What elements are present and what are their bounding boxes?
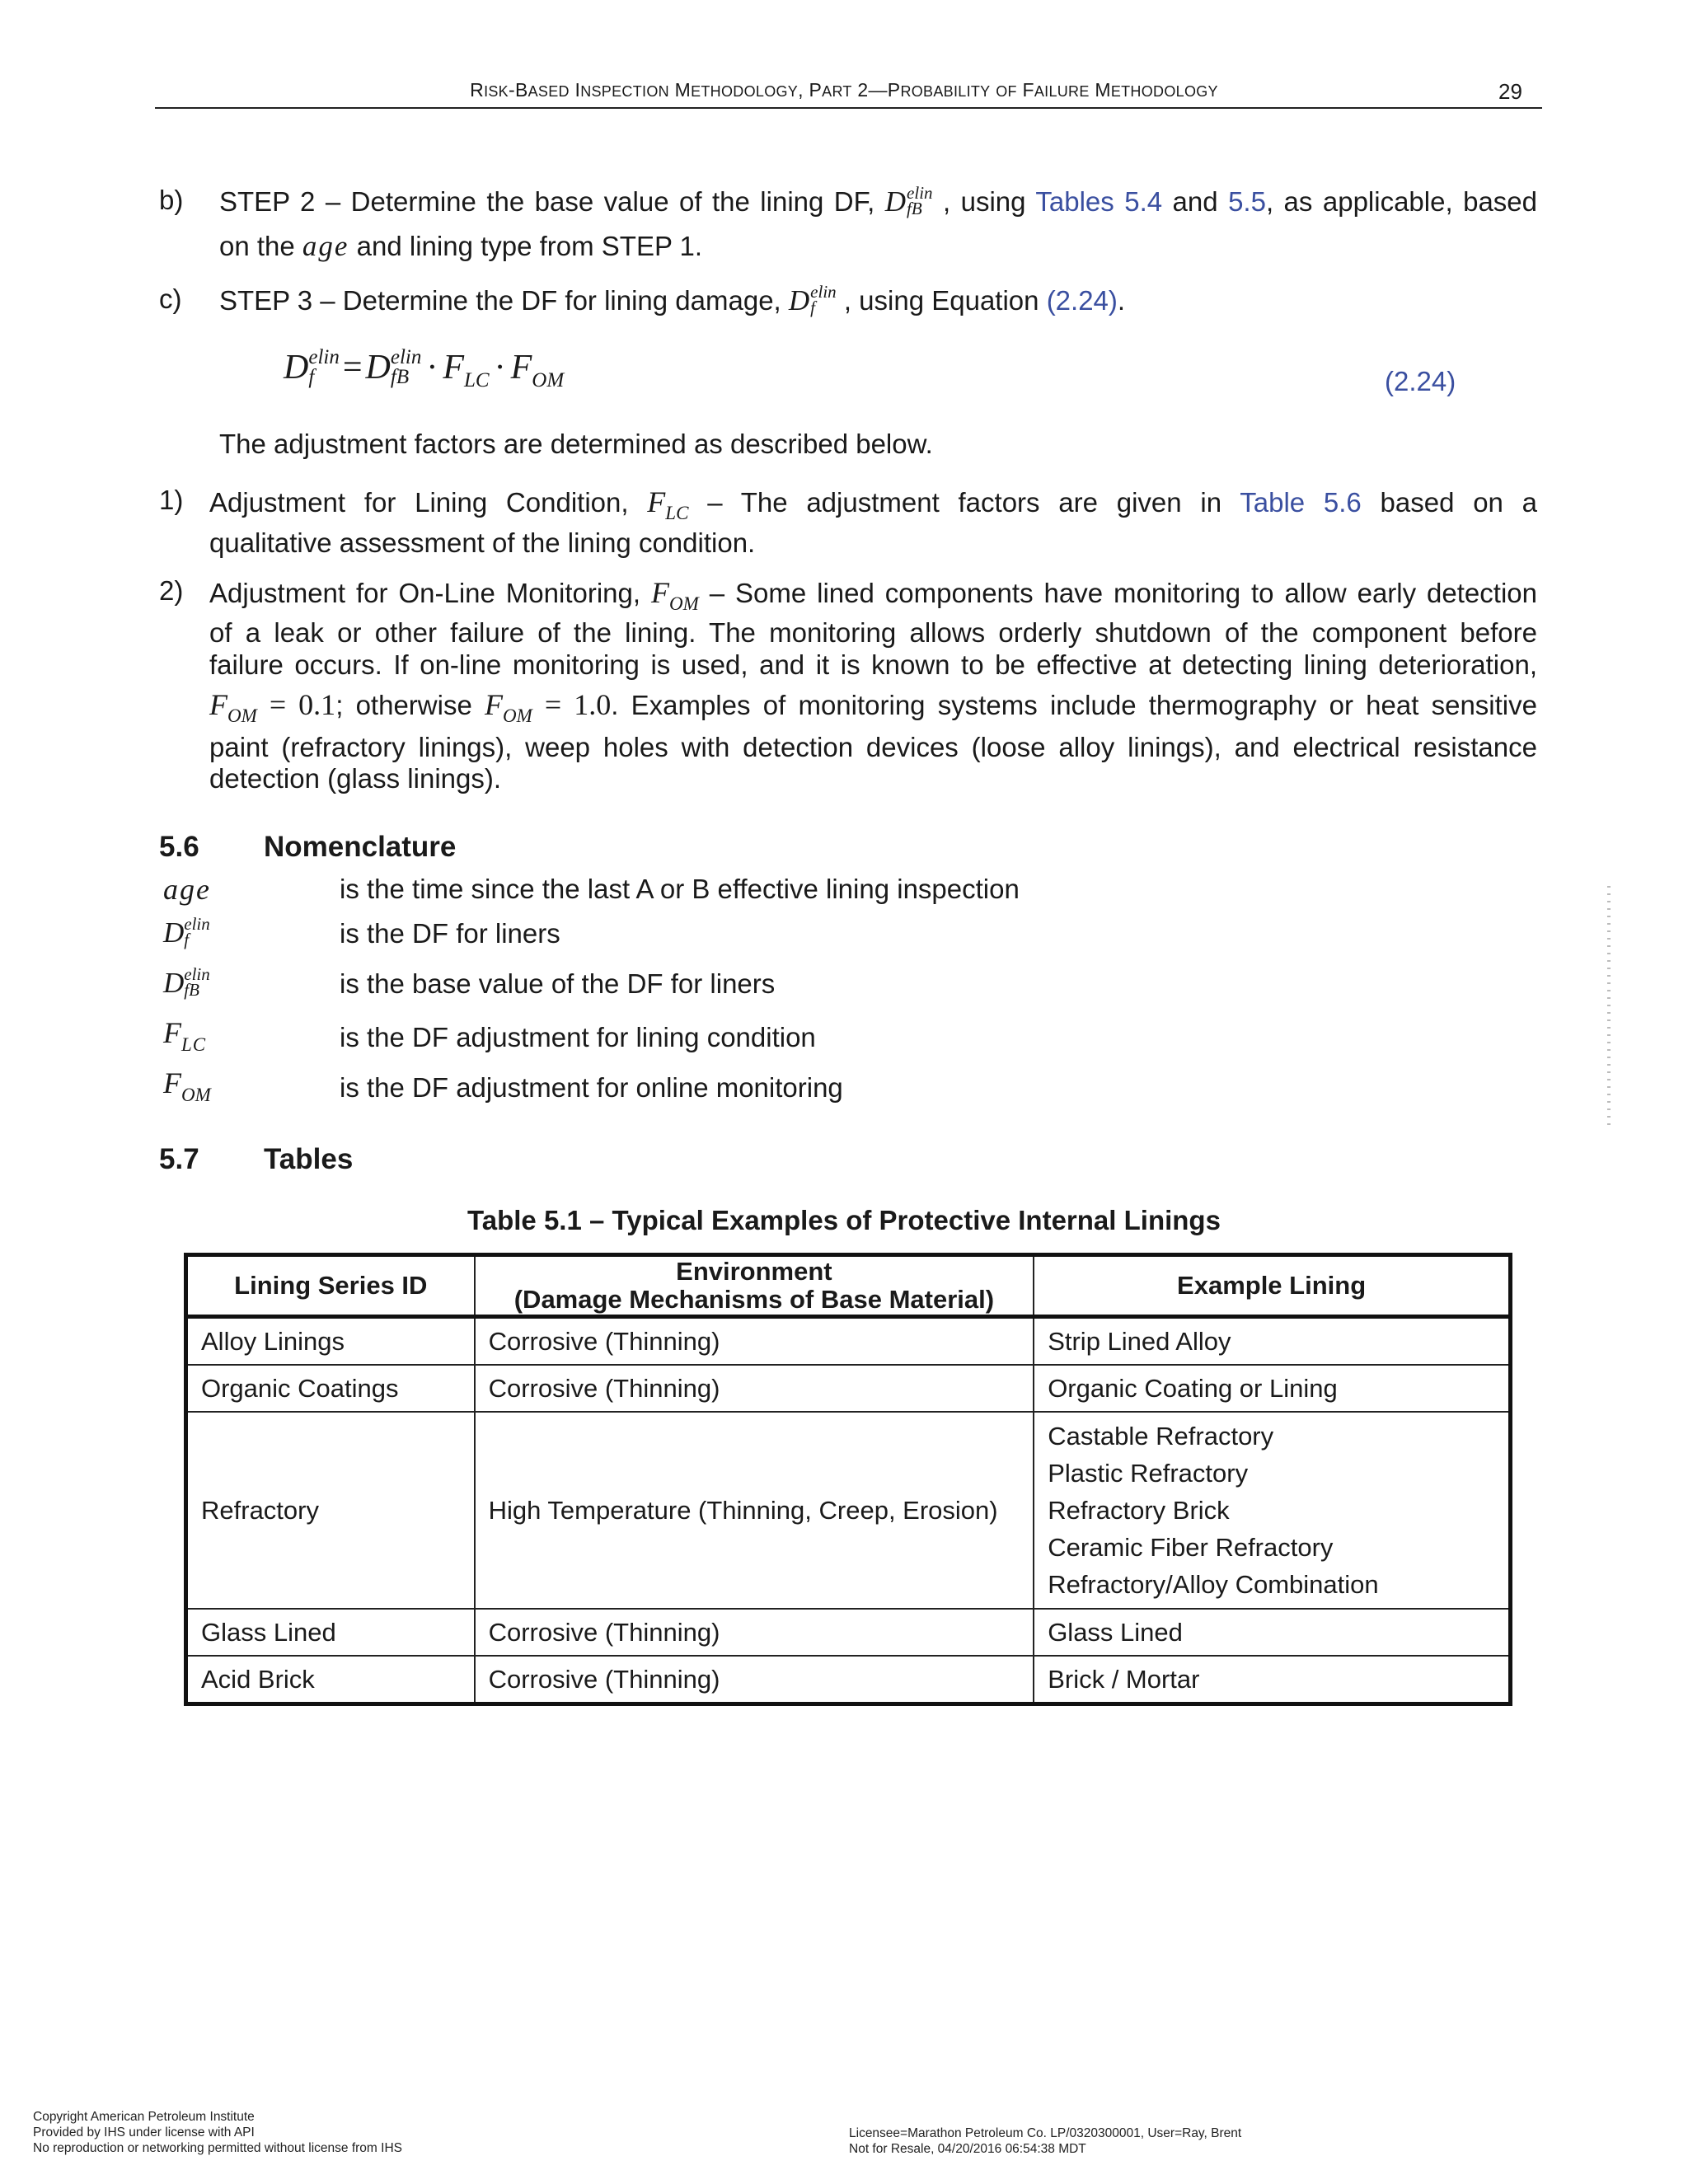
item-2-label: 2) — [159, 575, 184, 606]
cell-lining-id: Acid Brick — [186, 1656, 475, 1704]
cell-lining-id: Alloy Linings — [186, 1317, 475, 1366]
item-1-line1: Adjustment for Lining Condition, $F_{LC}$ – The adjustment factors are given in Table 5.6 based on a — [209, 485, 1538, 523]
nomenclature-def-df-elin: is the DF for liners — [340, 918, 560, 949]
nomenclature-def-dfb-elin: is the base value of the DF for liners — [340, 968, 776, 999]
cell-example-list — [1034, 1412, 1510, 1609]
item-1-line2: qualitative assessment of the lining condition. — [209, 527, 756, 558]
nomenclature-def-fom: is the DF adjustment for online monitoring — [340, 1072, 843, 1103]
page-number: 29 — [1498, 79, 1522, 104]
table-row — [186, 1656, 1511, 1704]
cell-lining-id: Refractory — [186, 1412, 475, 1609]
table-row — [186, 1317, 1511, 1366]
footer-copyright: Copyright American Petroleum Institute Provided by IHS under license with API No reproduction or networking permitted without license from IHS — [33, 2110, 402, 2155]
header-lining-series-id: Lining Series ID — [186, 1255, 475, 1317]
link-tables-5-4[interactable]: Tables 5.4 — [1035, 186, 1163, 217]
cell-lining-id: Organic Coatings — [186, 1365, 475, 1412]
nomenclature-symbol-dfb-elin: D elin fB — [163, 964, 210, 1000]
example-item: Castable Refractory — [1048, 1422, 1274, 1451]
link-table-5-5[interactable]: 5.5 — [1228, 186, 1266, 217]
cell-environment: Corrosive (Thinning) — [475, 1317, 1034, 1366]
example-item: Plastic Refractory — [1048, 1459, 1249, 1488]
step-b-label: b) — [159, 185, 184, 215]
section-5-6-title: Nomenclature — [264, 831, 457, 863]
link-table-5-6[interactable]: Table 5.6 — [1240, 487, 1362, 518]
margin-scan-marks — [1607, 886, 1611, 1125]
item-2-line1: Adjustment for On-Line Monitoring, $F_{OM}$ – Some lined components have monitoring to allow early detection — [209, 576, 1537, 614]
cell-environment: Corrosive (Thinning) — [475, 1365, 1034, 1412]
table-row — [186, 1412, 1511, 1609]
item-2-line3: failure occurs. If on-line monitoring is used, and it is known to be effective at detecting lining deterioration, — [209, 649, 1537, 680]
table-row — [186, 1609, 1511, 1656]
table-row — [186, 1365, 1511, 1412]
cell-environment: Corrosive (Thinning) — [475, 1609, 1034, 1656]
step-c-label: c) — [159, 284, 182, 314]
step-c-line: STEP 3 – Determine the DF for lining damage, D elin f , using Equation (2.24). — [219, 282, 1126, 317]
example-item: Ceramic Fiber Refractory — [1048, 1533, 1334, 1562]
item-1-label: 1) — [159, 485, 184, 515]
table-5-1-title: Table 5.1 – Typical Examples of Protective Internal Linings — [467, 1205, 1221, 1235]
cell-environment: Corrosive (Thinning) — [475, 1656, 1034, 1704]
equation-number: (2.24) — [1385, 366, 1456, 396]
nomenclature-symbol-age: age — [163, 873, 211, 906]
section-5-6-number: 5.6 — [159, 831, 199, 863]
adjustment-intro: The adjustment factors are determined as described below. — [219, 429, 933, 459]
header-example-lining: Example Lining — [1034, 1255, 1510, 1317]
table-header-row — [186, 1255, 1511, 1317]
cell-example: Brick / Mortar — [1034, 1656, 1510, 1704]
step-b-line2: on the age and lining type from STEP 1. — [219, 230, 703, 262]
cell-example: Strip Lined Alloy — [1034, 1317, 1510, 1366]
header-rule — [155, 107, 1542, 109]
header-environment: Environment (Damage Mechanisms of Base Material) — [475, 1255, 1034, 1317]
example-item: Refractory Brick — [1048, 1496, 1230, 1525]
example-item: Refractory/Alloy Combination — [1048, 1570, 1379, 1599]
link-equation-2-24[interactable]: (2.24) — [1046, 285, 1118, 316]
footer-license: Licensee=Marathon Petroleum Co. LP/0320300001, User=Ray, Brent Not for Resale, 04/20/2016 06:54:38 MDT — [849, 2126, 1242, 2156]
section-5-7-number: 5.7 — [159, 1143, 199, 1175]
age-symbol: age — [302, 230, 349, 262]
item-2-line5: paint (refractory linings), weep holes with detection devices (loose alloy linings), and electrical resistance — [209, 732, 1537, 762]
cell-lining-id: Glass Lined — [186, 1609, 475, 1656]
section-5-7-title: Tables — [264, 1143, 354, 1175]
cell-example: Glass Lined — [1034, 1609, 1510, 1656]
running-header-title: RISK-BASED INSPECTION METHODOLOGY, PART 2—PROBABILITY OF FAILURE METHODOLOGY — [470, 79, 1218, 101]
step-b-line1: STEP 2 – Determine the base value of the lining DF, D elin fB , using Tables 5.4 and 5.5, as applicable, based — [219, 183, 1538, 218]
cell-environment: High Temperature (Thinning, Creep, Erosion) — [475, 1412, 1034, 1609]
nomenclature-def-age: is the time since the last A or B effective lining inspection — [340, 874, 1020, 904]
item-2-line6: detection (glass linings). — [209, 763, 502, 794]
nomenclature-symbol-flc: $F_{LC}$ — [163, 1016, 207, 1055]
linings-table — [184, 1253, 1512, 1706]
equation-2-24: D elin f =D elin fB · $F_{LC} \cdot F_{OM}$ — [284, 346, 565, 391]
nomenclature-symbol-fom: $F_{OM}$ — [163, 1066, 211, 1105]
item-2-line2: of a leak or other failure of the lining. The monitoring allows orderly shutdown of the component before — [209, 617, 1537, 648]
cell-example: Organic Coating or Lining — [1034, 1365, 1510, 1412]
nomenclature-symbol-df-elin: D elin f — [163, 914, 210, 949]
item-2-line4: $F_{OM} = 0.1$; otherwise $F_{OM} = 1.0$. Examples of monitoring systems include thermography or heat sensitive — [209, 688, 1537, 726]
nomenclature-def-flc: is the DF adjustment for lining condition — [340, 1022, 816, 1052]
